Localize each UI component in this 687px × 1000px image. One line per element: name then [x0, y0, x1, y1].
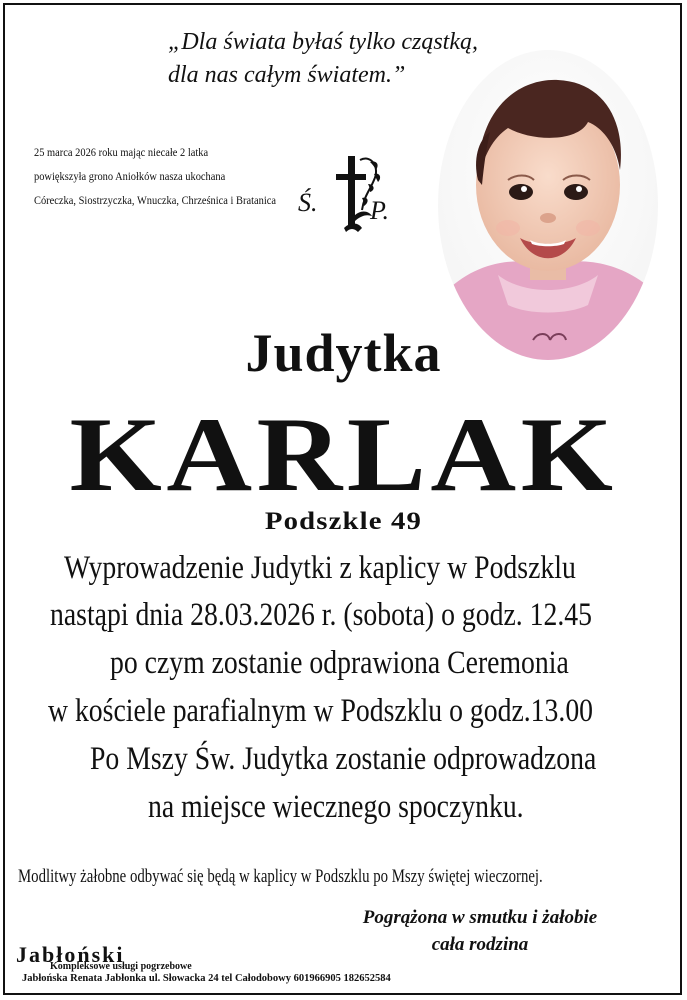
announcement-line-4: w kościele parafialnym w Podszklu o godz.13.00: [48, 693, 594, 729]
child-portrait: [438, 50, 658, 360]
funeral-home-name: Jabłoński: [16, 942, 125, 967]
funeral-home-logo: [16, 942, 216, 972]
mourners-signature: [330, 904, 630, 958]
funeral-home-contact: Jabłońska Renata Jabłonka ul. Słowacka 24 tel Całodobowy 601966905 182652584: [22, 973, 391, 984]
death-intro: [34, 141, 277, 213]
intro-line-3: Córeczka, Siostrzyczka, Wnuczka, Chrześnica i Bratanica: [34, 194, 277, 207]
cross-with-lily-icon: [324, 150, 384, 240]
intro-line-2: powiększyła grono Aniołków nasza ukochana: [34, 170, 226, 183]
mourners-line-1: Pogrążona w smutku i żałobie: [362, 907, 598, 928]
announcement-line-3: po czym zostanie odprawiona Ceremonia: [110, 645, 569, 681]
deceased-first-name: Judytka: [245, 323, 442, 383]
funeral-home-tagline: Kompleksowe usługi pogrzebowe: [50, 961, 192, 972]
announcement-line-6: na miejsce wiecznego spoczynku.: [148, 789, 524, 825]
portrait-illustration: [438, 50, 658, 360]
announcement-line-5: Po Mszy Św. Judytka zostanie odprowadzona: [90, 741, 597, 777]
announcement-line-1: Wyprowadzenie Judytki z kaplicy w Podszklu: [64, 550, 576, 586]
sp-letter-s: Ś.: [298, 188, 318, 217]
deceased-last-name: KARLAK: [69, 396, 618, 513]
quote-line-2: dla nas całym światem.”: [168, 62, 406, 88]
mourners-line-2: cała rodzina: [431, 934, 529, 955]
sp-emblem: [298, 150, 398, 240]
intro-line-1: 25 marca 2026 roku mając niecałe 2 latka: [34, 146, 209, 159]
sp-letter-p: P.: [370, 196, 390, 225]
announcement-line-2: nastąpi dnia 28.03.2026 r. (sobota) o godz. 12.45: [50, 597, 593, 633]
deceased-address: Podszkle 49: [264, 508, 423, 535]
quote-line-1: „Dla świata byłaś tylko cząstką,: [168, 29, 478, 55]
prayer-notice: Modlitwy żałobne odbywać się będą w kaplicy w Podszklu po Mszy świętej wieczornej.: [18, 866, 543, 887]
